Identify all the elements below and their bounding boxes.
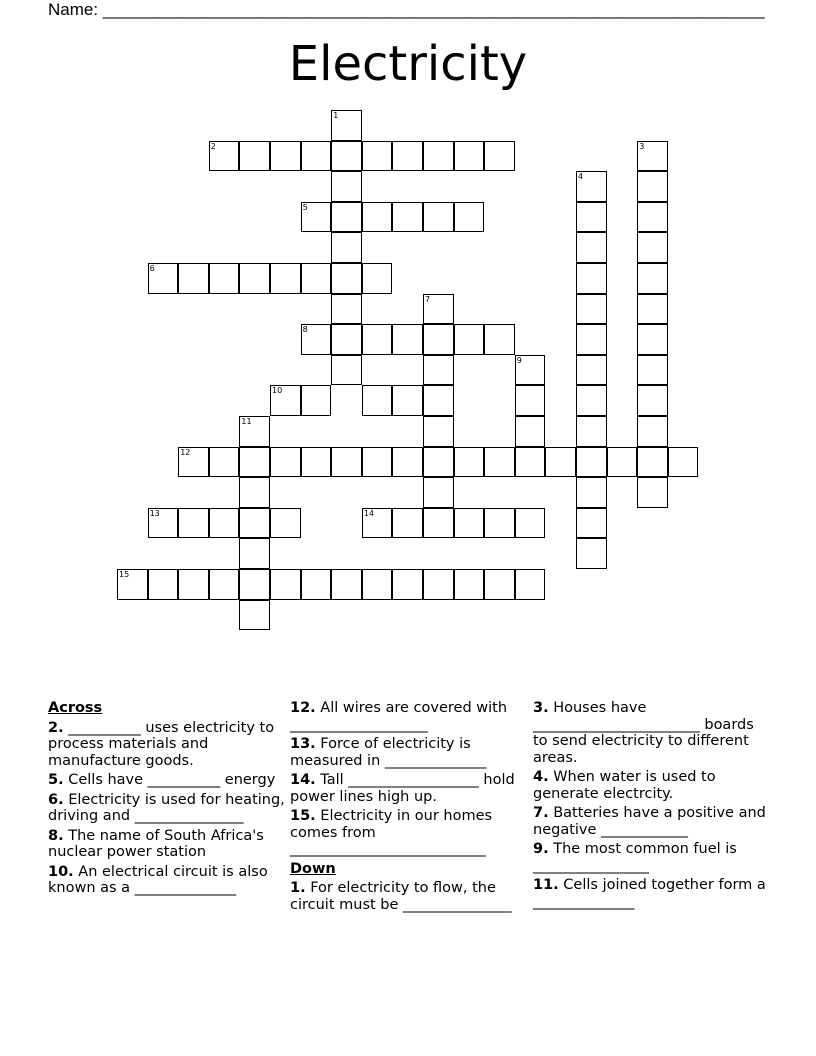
grid-cell[interactable]: [239, 447, 270, 478]
grid-cell[interactable]: [576, 324, 607, 355]
grid-cell[interactable]: [209, 263, 240, 294]
grid-cell[interactable]: [576, 385, 607, 416]
grid-cell[interactable]: [178, 569, 209, 600]
grid-cell[interactable]: [576, 294, 607, 325]
grid-cell[interactable]: [209, 141, 240, 172]
clue-number-label: 12: [180, 447, 191, 457]
clue-text: Force of electricity is measured in ______________: [290, 736, 487, 769]
clue-number: 3.: [533, 700, 549, 716]
grid-cell[interactable]: [362, 508, 393, 539]
grid-cell[interactable]: [392, 447, 423, 478]
clue-number: 13.: [290, 736, 316, 752]
grid-cell[interactable]: [484, 324, 515, 355]
clue-across-8: [48, 828, 286, 861]
grid-cell[interactable]: [668, 447, 699, 478]
grid-cell[interactable]: [331, 141, 362, 172]
clue-number: 1.: [290, 880, 306, 896]
clue-number-label: 2: [210, 141, 216, 151]
clue-text: Cells have __________ energy: [68, 772, 276, 788]
clue-text: Cells joined together form a ______________: [533, 877, 766, 910]
clues-column-1: [48, 700, 286, 900]
grid-cell[interactable]: [148, 508, 179, 539]
clue-number: 9.: [533, 841, 549, 857]
grid-cell[interactable]: [239, 416, 270, 447]
clue-number: 5.: [48, 772, 64, 788]
clue-number-label: 15: [119, 570, 130, 579]
grid-cell[interactable]: [637, 385, 668, 416]
clue-number-label: 14: [363, 508, 374, 518]
grid-cell[interactable]: [239, 508, 270, 539]
grid-cell[interactable]: [209, 508, 240, 539]
clue-number-label: 11: [241, 417, 252, 426]
clue-number-label: 5: [302, 202, 308, 212]
grid-cell[interactable]: [454, 202, 485, 233]
clue-text: Tall __________________ hold power lines high up.: [290, 772, 515, 805]
grid-cell[interactable]: [423, 569, 454, 600]
grid-cell[interactable]: [423, 385, 454, 416]
clue-number: 4.: [533, 769, 549, 785]
grid-cell[interactable]: [484, 141, 515, 172]
clue-text: Batteries have a positive and negative ____________: [533, 805, 766, 838]
grid-cell[interactable]: [301, 385, 332, 416]
grid-cell[interactable]: [362, 202, 393, 233]
grid-cell[interactable]: [637, 294, 668, 325]
clue-number-label: 6: [149, 264, 155, 273]
grid-cell[interactable]: [515, 508, 546, 539]
clue-down-3: [533, 700, 771, 766]
clue-down-4: [533, 769, 771, 802]
clue-down-1: [290, 880, 528, 913]
grid-cell[interactable]: [331, 324, 362, 355]
grid-cell[interactable]: [576, 538, 607, 569]
grid-cell[interactable]: [515, 355, 546, 386]
clue-across-10: [48, 864, 286, 897]
grid-cell[interactable]: [423, 141, 454, 172]
clue-number-label: 13: [149, 508, 160, 518]
clue-number: 11.: [533, 877, 559, 893]
grid-cell[interactable]: [362, 447, 393, 478]
clue-down-7: [533, 805, 771, 838]
grid-cell[interactable]: [331, 355, 362, 386]
grid-cell[interactable]: [239, 538, 270, 569]
grid-cell[interactable]: [454, 324, 485, 355]
grid-cell[interactable]: [545, 447, 576, 478]
grid-cell[interactable]: [637, 171, 668, 202]
grid-cell[interactable]: [301, 263, 332, 294]
grid-cell[interactable]: [637, 447, 668, 478]
grid-cell[interactable]: [576, 447, 607, 478]
clue-number-label: 10: [272, 386, 283, 396]
grid-cell[interactable]: [637, 416, 668, 447]
grid-cell[interactable]: [576, 508, 607, 539]
grid-cell[interactable]: [362, 141, 393, 172]
grid-cell[interactable]: [454, 447, 485, 478]
clue-number: 10.: [48, 863, 74, 880]
grid-cell[interactable]: [301, 324, 332, 355]
grid-cell[interactable]: [331, 171, 362, 202]
grid-cell[interactable]: [423, 447, 454, 478]
clue-text: The name of South Africa's nuclear power station: [48, 827, 264, 860]
grid-cell[interactable]: [301, 202, 332, 233]
clue-number-label: 7: [425, 294, 431, 304]
grid-cell[interactable]: [637, 355, 668, 386]
grid-cell[interactable]: [392, 508, 423, 539]
grid-cell[interactable]: [270, 141, 301, 172]
grid-cell[interactable]: [423, 294, 454, 325]
grid-cell[interactable]: [239, 569, 270, 600]
grid-cell[interactable]: [331, 294, 362, 325]
grid-cell[interactable]: [423, 477, 454, 508]
grid-cell[interactable]: [423, 355, 454, 386]
grid-cell[interactable]: [576, 477, 607, 508]
grid-cell[interactable]: [576, 416, 607, 447]
name-field-label: Name: ______________________________________________________________________: [48, 0, 765, 19]
grid-cell[interactable]: [454, 508, 485, 539]
grid-cell[interactable]: [576, 202, 607, 233]
grid-cell[interactable]: [270, 447, 301, 478]
grid-cell[interactable]: [362, 263, 393, 294]
clue-number: 7.: [533, 805, 549, 821]
grid-cell[interactable]: [270, 508, 301, 539]
clue-across-13: [290, 736, 528, 769]
grid-cell[interactable]: [637, 477, 668, 508]
grid-cell[interactable]: [423, 202, 454, 233]
grid-cell[interactable]: [331, 202, 362, 233]
clue-text: The most common fuel is ________________: [533, 841, 737, 874]
grid-cell[interactable]: [270, 385, 301, 416]
clue-text: When water is used to generate electrcity.: [533, 769, 716, 802]
grid-cell[interactable]: [362, 569, 393, 600]
grid-cell[interactable]: [239, 263, 270, 294]
grid-cell[interactable]: [515, 569, 546, 600]
clue-text: An electrical circuit is also known as a ______________: [48, 863, 268, 896]
clue-number-label: 3: [639, 141, 645, 151]
grid-cell[interactable]: [637, 324, 668, 355]
grid-cell[interactable]: [301, 141, 332, 172]
grid-cell[interactable]: [148, 569, 179, 600]
grid-cell[interactable]: [331, 569, 362, 600]
grid-cell[interactable]: [576, 263, 607, 294]
clues-column-2: [290, 700, 528, 916]
grid-cell[interactable]: [392, 385, 423, 416]
across-heading: Across: [48, 700, 103, 716]
clue-number-label: 4: [578, 172, 584, 182]
grid-cell[interactable]: [515, 416, 546, 447]
grid-cell[interactable]: [637, 141, 668, 172]
page-title: Electricity: [288, 36, 528, 92]
grid-cell[interactable]: [117, 569, 148, 600]
grid-cell[interactable]: [331, 263, 362, 294]
clue-number-label: 1: [333, 111, 339, 120]
clue-text: For electricity to flow, the circuit must be _______________: [290, 880, 512, 913]
clue-down-11: [533, 877, 771, 910]
clue-text: All wires are covered with ___________________: [290, 700, 508, 733]
grid-cell[interactable]: [423, 508, 454, 539]
grid-cell[interactable]: [331, 447, 362, 478]
clue-number: 14.: [290, 772, 316, 788]
grid-cell[interactable]: [209, 569, 240, 600]
clue-across-2: [48, 720, 286, 770]
clue-text: Houses have _______________________ boards to send electricity to different areas.: [533, 700, 754, 766]
grid-cell[interactable]: [515, 447, 546, 478]
clue-number: 8.: [48, 827, 64, 844]
grid-cell[interactable]: [331, 110, 362, 141]
grid-cell[interactable]: [362, 324, 393, 355]
clue-text: Electricity is used for heating, driving and _______________: [48, 791, 285, 824]
grid-cell[interactable]: [637, 202, 668, 233]
grid-cell[interactable]: [515, 385, 546, 416]
grid-cell[interactable]: [239, 477, 270, 508]
grid-cell[interactable]: [270, 569, 301, 600]
clue-number: 2.: [48, 719, 64, 736]
grid-cell[interactable]: [576, 171, 607, 202]
grid-cell[interactable]: [301, 447, 332, 478]
grid-cell[interactable]: [392, 324, 423, 355]
grid-cell[interactable]: [148, 263, 179, 294]
grid-cell[interactable]: [423, 324, 454, 355]
grid-cell[interactable]: [392, 141, 423, 172]
grid-cell[interactable]: [484, 569, 515, 600]
grid-cell[interactable]: [270, 263, 301, 294]
grid-cell[interactable]: [454, 141, 485, 172]
clue-across-15: [290, 808, 528, 858]
grid-cell[interactable]: [331, 232, 362, 263]
clue-across-14: [290, 772, 528, 805]
grid-cell[interactable]: [239, 600, 270, 631]
grid-cell[interactable]: [239, 141, 270, 172]
grid-cell[interactable]: [423, 416, 454, 447]
clue-number: 15.: [290, 808, 316, 824]
grid-cell[interactable]: [576, 355, 607, 386]
grid-cell[interactable]: [392, 202, 423, 233]
clue-number: 6.: [48, 791, 64, 808]
grid-cell[interactable]: [178, 447, 209, 478]
grid-cell[interactable]: [392, 569, 423, 600]
grid-cell[interactable]: [484, 447, 515, 478]
grid-cell[interactable]: [454, 569, 485, 600]
clue-text: __________ uses electricity to process materials and manufacture goods.: [48, 719, 275, 769]
clue-number-label: 8: [302, 325, 308, 335]
clue-across-12: [290, 700, 528, 733]
grid-cell[interactable]: [607, 447, 638, 478]
clue-number: 12.: [290, 700, 316, 716]
clue-across-6: [48, 792, 286, 825]
grid-cell[interactable]: [178, 263, 209, 294]
clue-across-5: [48, 772, 286, 789]
clue-number-label: 9: [516, 355, 522, 365]
grid-cell[interactable]: [484, 508, 515, 539]
grid-cell[interactable]: [576, 232, 607, 263]
grid-cell[interactable]: [637, 232, 668, 263]
grid-cell[interactable]: [301, 569, 332, 600]
grid-cell[interactable]: [362, 385, 393, 416]
clues-column-3: [533, 700, 771, 913]
grid-cell[interactable]: [637, 263, 668, 294]
down-heading: Down: [290, 860, 336, 877]
grid-cell[interactable]: [178, 508, 209, 539]
clue-text: Electricity in our homes comes from ___________________________: [290, 808, 493, 857]
grid-cell[interactable]: [209, 447, 240, 478]
clue-down-9: [533, 841, 771, 874]
